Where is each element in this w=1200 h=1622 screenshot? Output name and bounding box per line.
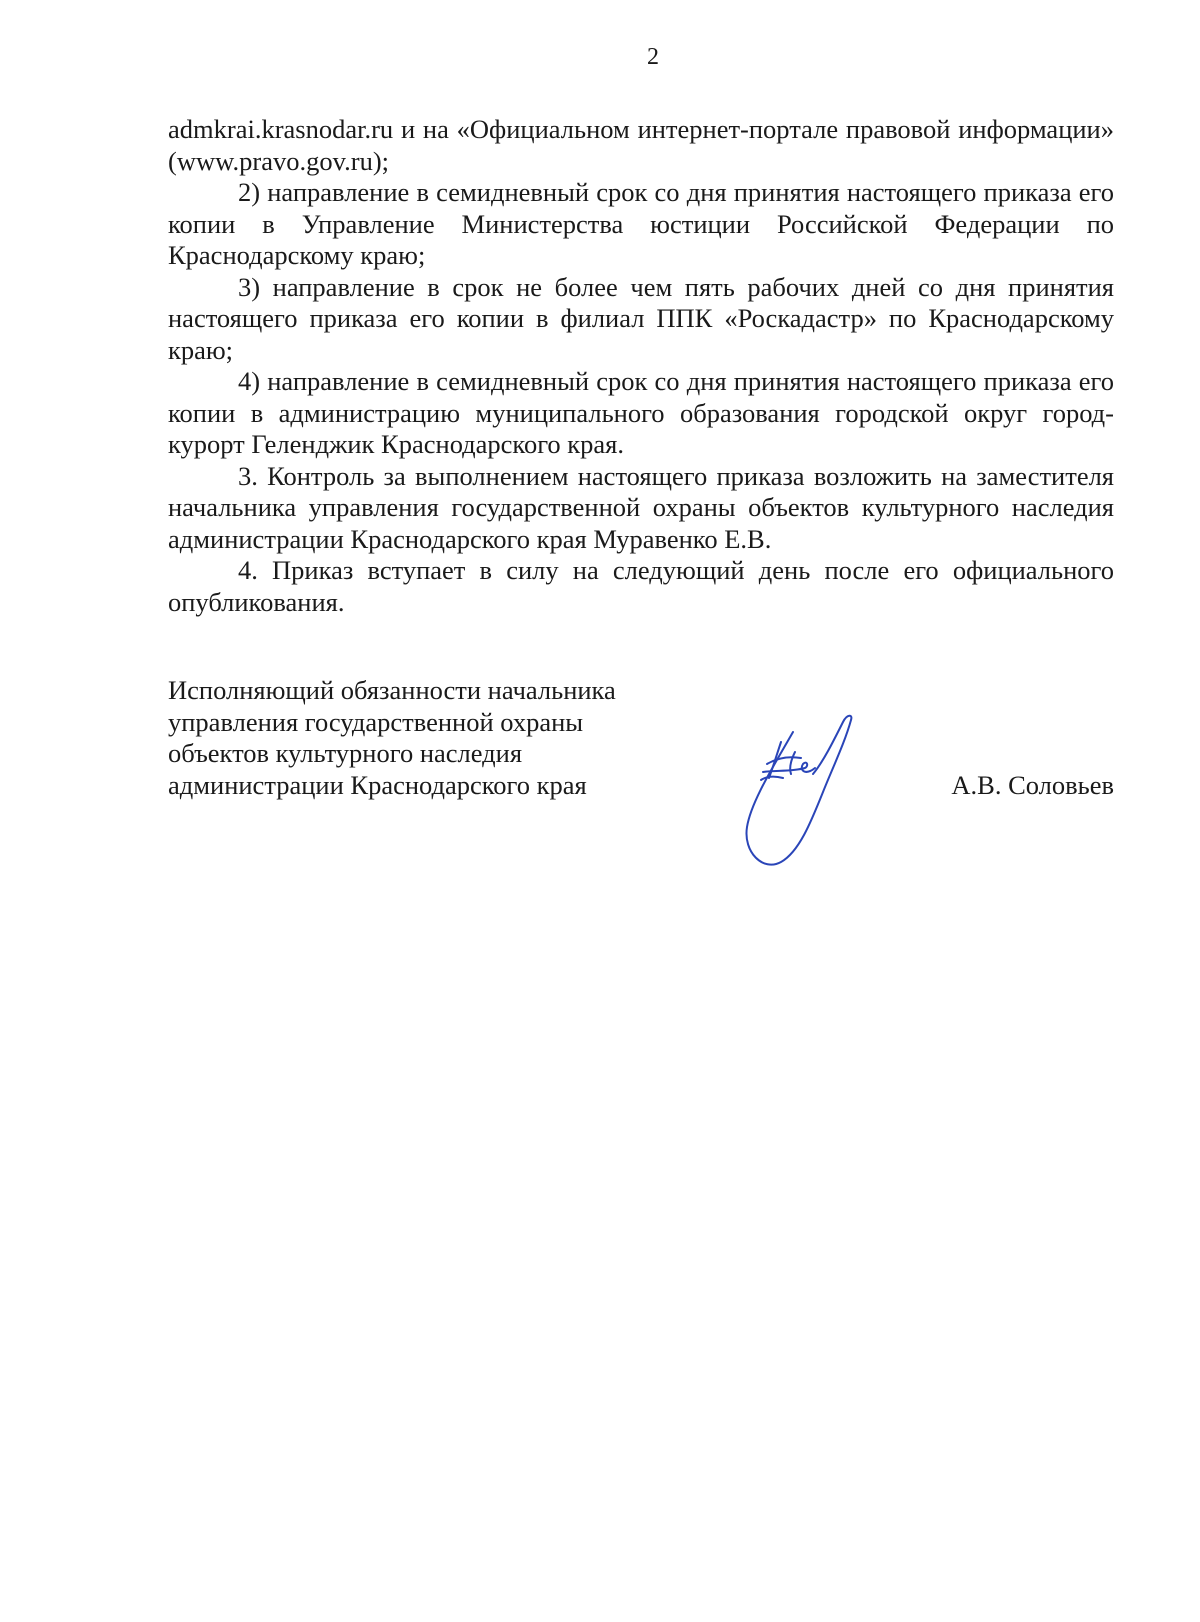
paragraph-item-3-roskadastr: 3) направление в срок не более чем пять рабочих дней со дня принятия настоящего приказа его копии в филиал ППК «Роскадастр» по Краснодарскому краю; (168, 271, 1114, 365)
signer-title-line: Исполняющий обязанности начальника (168, 675, 616, 705)
paragraph-item-4-gelendzhik-administration: 4) направление в семидневный срок со дня принятия настоящего приказа его копии в администрацию муниципального образования городской округ город-курорт Геленджик Краснодарского края. (168, 366, 1114, 459)
signer-title (168, 675, 688, 801)
paragraph-publication-continued: admkrai.krasnodar.ru и на «Официальном интернет-портале правовой информации» (www.pravo.gov.ru); (168, 114, 1114, 176)
paragraph-section-3-control: 3. Контроль за выполнением настоящего приказа возложить на заместителя начальника управления государственной охраны объектов культурного наследия администрации Краснодарского края Муравенко Е.В. (168, 460, 1114, 554)
signer-title-line: объектов культурного наследия (168, 738, 523, 768)
page-number: 2 (647, 44, 659, 70)
paragraph-section-4-effective-date: 4. Приказ вступает в силу на следующий день после его официального опубликования. (168, 555, 1114, 617)
signer-title-line: управления государственной охраны (168, 706, 584, 737)
handwritten-signature-icon (733, 712, 863, 872)
document-body (168, 114, 1114, 618)
paragraph-item-2-ministry-of-justice: 2) направление в семидневный срок со дня принятия настоящего приказа его копии в Управление Министерства юстиции Российской Федерации по Краснодарскому краю; (168, 177, 1114, 270)
signer-name: А.В. Соловьев (951, 769, 1114, 800)
signature-block (168, 675, 1114, 875)
signer-title-line: администрации Краснодарского края (168, 769, 587, 800)
